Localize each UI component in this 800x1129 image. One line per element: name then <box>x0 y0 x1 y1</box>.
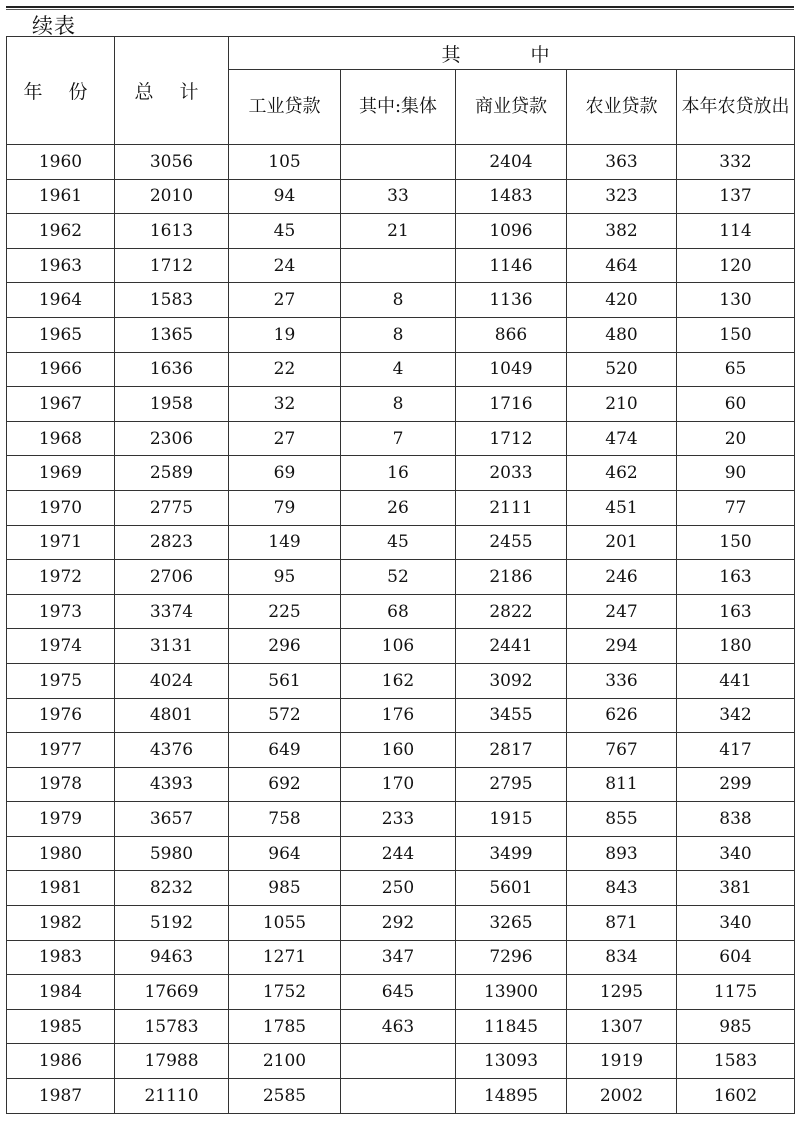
cell-farm-issued: 1583 <box>677 1044 795 1079</box>
header-year: 年 份 <box>7 37 115 145</box>
cell-commercial: 1049 <box>456 352 567 387</box>
cell-commercial: 1483 <box>456 179 567 214</box>
cell-agricultural: 626 <box>567 698 677 733</box>
header-farm-issued: 本年农贷放出 <box>677 70 795 145</box>
table-caption: 续表 <box>32 14 76 38</box>
top-rule <box>6 6 794 10</box>
cell-industrial: 296 <box>229 629 341 664</box>
cell-agricultural: 1307 <box>567 1009 677 1044</box>
cell-farm-issued: 180 <box>677 629 795 664</box>
table-row <box>7 594 795 629</box>
cell-total: 1613 <box>115 214 229 249</box>
cell-commercial: 2404 <box>456 145 567 180</box>
cell-year: 1960 <box>7 145 115 180</box>
cell-year: 1980 <box>7 836 115 871</box>
cell-industrial: 94 <box>229 179 341 214</box>
cell-total: 3056 <box>115 145 229 180</box>
cell-industrial: 24 <box>229 248 341 283</box>
cell-farm-issued: 77 <box>677 490 795 525</box>
cell-commercial: 1712 <box>456 421 567 456</box>
table-row <box>7 456 795 491</box>
cell-farm-issued: 114 <box>677 214 795 249</box>
cell-farm-issued: 332 <box>677 145 795 180</box>
cell-total: 2706 <box>115 560 229 595</box>
cell-year: 1985 <box>7 1009 115 1044</box>
cell-collective: 170 <box>341 767 456 802</box>
table-row <box>7 940 795 975</box>
cell-total: 1636 <box>115 352 229 387</box>
cell-agricultural: 462 <box>567 456 677 491</box>
cell-agricultural: 382 <box>567 214 677 249</box>
table-row <box>7 317 795 352</box>
cell-year: 1963 <box>7 248 115 283</box>
cell-agricultural: 210 <box>567 387 677 422</box>
cell-agricultural: 855 <box>567 802 677 837</box>
cell-commercial: 2455 <box>456 525 567 560</box>
cell-farm-issued: 20 <box>677 421 795 456</box>
table-row <box>7 352 795 387</box>
loan-table <box>6 36 795 1114</box>
cell-farm-issued: 163 <box>677 594 795 629</box>
table-row <box>7 698 795 733</box>
cell-year: 1978 <box>7 767 115 802</box>
table-row <box>7 490 795 525</box>
cell-year: 1975 <box>7 663 115 698</box>
cell-commercial: 1915 <box>456 802 567 837</box>
cell-collective: 52 <box>341 560 456 595</box>
cell-collective: 4 <box>341 352 456 387</box>
cell-total: 4376 <box>115 733 229 768</box>
cell-total: 5192 <box>115 906 229 941</box>
cell-commercial: 13900 <box>456 975 567 1010</box>
cell-agricultural: 1919 <box>567 1044 677 1079</box>
table-body <box>7 145 795 1114</box>
cell-collective: 176 <box>341 698 456 733</box>
cell-collective: 250 <box>341 871 456 906</box>
cell-industrial: 1055 <box>229 906 341 941</box>
cell-industrial: 95 <box>229 560 341 595</box>
cell-commercial: 3092 <box>456 663 567 698</box>
cell-agricultural: 871 <box>567 906 677 941</box>
cell-collective: 7 <box>341 421 456 456</box>
cell-year: 1968 <box>7 421 115 456</box>
cell-commercial: 866 <box>456 317 567 352</box>
cell-agricultural: 843 <box>567 871 677 906</box>
cell-year: 1981 <box>7 871 115 906</box>
table-row <box>7 767 795 802</box>
cell-year: 1962 <box>7 214 115 249</box>
cell-collective: 68 <box>341 594 456 629</box>
cell-farm-issued: 150 <box>677 317 795 352</box>
cell-agricultural: 1295 <box>567 975 677 1010</box>
cell-total: 3657 <box>115 802 229 837</box>
cell-collective: 45 <box>341 525 456 560</box>
cell-agricultural: 247 <box>567 594 677 629</box>
cell-farm-issued: 417 <box>677 733 795 768</box>
cell-commercial: 3499 <box>456 836 567 871</box>
table-row <box>7 906 795 941</box>
cell-total: 3131 <box>115 629 229 664</box>
table-row <box>7 525 795 560</box>
table-row <box>7 663 795 698</box>
cell-commercial: 5601 <box>456 871 567 906</box>
cell-year: 1967 <box>7 387 115 422</box>
cell-agricultural: 464 <box>567 248 677 283</box>
cell-agricultural: 480 <box>567 317 677 352</box>
cell-year: 1983 <box>7 940 115 975</box>
cell-commercial: 1136 <box>456 283 567 318</box>
cell-commercial: 2822 <box>456 594 567 629</box>
cell-collective: 8 <box>341 387 456 422</box>
cell-industrial: 27 <box>229 283 341 318</box>
cell-agricultural: 323 <box>567 179 677 214</box>
cell-collective: 233 <box>341 802 456 837</box>
cell-collective <box>341 248 456 283</box>
cell-commercial: 3455 <box>456 698 567 733</box>
cell-total: 8232 <box>115 871 229 906</box>
table-row <box>7 145 795 180</box>
cell-industrial: 45 <box>229 214 341 249</box>
header-collective: 其中:集体 <box>341 70 456 145</box>
cell-collective: 347 <box>341 940 456 975</box>
cell-industrial: 1785 <box>229 1009 341 1044</box>
cell-year: 1965 <box>7 317 115 352</box>
cell-collective: 26 <box>341 490 456 525</box>
table-row <box>7 802 795 837</box>
cell-total: 15783 <box>115 1009 229 1044</box>
cell-total: 17988 <box>115 1044 229 1079</box>
table-row <box>7 283 795 318</box>
table-row <box>7 1044 795 1079</box>
cell-collective: 292 <box>341 906 456 941</box>
cell-agricultural: 246 <box>567 560 677 595</box>
cell-agricultural: 520 <box>567 352 677 387</box>
cell-commercial: 2033 <box>456 456 567 491</box>
cell-industrial: 27 <box>229 421 341 456</box>
cell-farm-issued: 340 <box>677 836 795 871</box>
cell-total: 1583 <box>115 283 229 318</box>
cell-commercial: 3265 <box>456 906 567 941</box>
cell-industrial: 32 <box>229 387 341 422</box>
cell-farm-issued: 441 <box>677 663 795 698</box>
cell-year: 1964 <box>7 283 115 318</box>
cell-total: 2775 <box>115 490 229 525</box>
cell-industrial: 105 <box>229 145 341 180</box>
cell-farm-issued: 60 <box>677 387 795 422</box>
cell-total: 21110 <box>115 1079 229 1114</box>
cell-total: 2589 <box>115 456 229 491</box>
cell-commercial: 2817 <box>456 733 567 768</box>
cell-industrial: 561 <box>229 663 341 698</box>
cell-total: 1365 <box>115 317 229 352</box>
cell-year: 1987 <box>7 1079 115 1114</box>
cell-industrial: 572 <box>229 698 341 733</box>
cell-farm-issued: 1602 <box>677 1079 795 1114</box>
cell-commercial: 2111 <box>456 490 567 525</box>
cell-collective: 244 <box>341 836 456 871</box>
cell-total: 2306 <box>115 421 229 456</box>
cell-farm-issued: 65 <box>677 352 795 387</box>
cell-farm-issued: 137 <box>677 179 795 214</box>
cell-agricultural: 336 <box>567 663 677 698</box>
header-total: 总 计 <box>115 37 229 145</box>
cell-agricultural: 767 <box>567 733 677 768</box>
cell-industrial: 79 <box>229 490 341 525</box>
cell-agricultural: 294 <box>567 629 677 664</box>
cell-farm-issued: 1175 <box>677 975 795 1010</box>
cell-year: 1976 <box>7 698 115 733</box>
header-agricultural: 农业贷款 <box>567 70 677 145</box>
cell-collective: 160 <box>341 733 456 768</box>
cell-farm-issued: 150 <box>677 525 795 560</box>
cell-year: 1969 <box>7 456 115 491</box>
table-row <box>7 214 795 249</box>
table-row <box>7 179 795 214</box>
cell-industrial: 69 <box>229 456 341 491</box>
cell-collective: 16 <box>341 456 456 491</box>
table-row <box>7 836 795 871</box>
cell-industrial: 1752 <box>229 975 341 1010</box>
table-row <box>7 871 795 906</box>
cell-farm-issued: 90 <box>677 456 795 491</box>
cell-total: 1958 <box>115 387 229 422</box>
cell-collective: 33 <box>341 179 456 214</box>
table-row <box>7 629 795 664</box>
cell-commercial: 1096 <box>456 214 567 249</box>
cell-commercial: 2186 <box>456 560 567 595</box>
cell-year: 1982 <box>7 906 115 941</box>
cell-total: 4801 <box>115 698 229 733</box>
cell-total: 2010 <box>115 179 229 214</box>
table-row <box>7 248 795 283</box>
cell-agricultural: 420 <box>567 283 677 318</box>
cell-collective: 463 <box>341 1009 456 1044</box>
cell-year: 1979 <box>7 802 115 837</box>
table-row <box>7 560 795 595</box>
table-row <box>7 975 795 1010</box>
table-header <box>7 37 795 145</box>
cell-farm-issued: 838 <box>677 802 795 837</box>
cell-agricultural: 363 <box>567 145 677 180</box>
cell-year: 1971 <box>7 525 115 560</box>
cell-industrial: 22 <box>229 352 341 387</box>
cell-commercial: 13093 <box>456 1044 567 1079</box>
cell-total: 4024 <box>115 663 229 698</box>
cell-collective: 106 <box>341 629 456 664</box>
cell-industrial: 964 <box>229 836 341 871</box>
cell-total: 4393 <box>115 767 229 802</box>
cell-farm-issued: 163 <box>677 560 795 595</box>
cell-year: 1961 <box>7 179 115 214</box>
cell-agricultural: 893 <box>567 836 677 871</box>
cell-year: 1984 <box>7 975 115 1010</box>
cell-industrial: 1271 <box>229 940 341 975</box>
table-row <box>7 387 795 422</box>
cell-year: 1974 <box>7 629 115 664</box>
cell-total: 9463 <box>115 940 229 975</box>
cell-collective <box>341 1079 456 1114</box>
cell-agricultural: 834 <box>567 940 677 975</box>
cell-farm-issued: 120 <box>677 248 795 283</box>
cell-commercial: 1146 <box>456 248 567 283</box>
cell-collective: 8 <box>341 283 456 318</box>
table-row <box>7 421 795 456</box>
cell-agricultural: 201 <box>567 525 677 560</box>
cell-collective: 8 <box>341 317 456 352</box>
header-industrial: 工业贷款 <box>229 70 341 145</box>
table-row <box>7 733 795 768</box>
cell-commercial: 1716 <box>456 387 567 422</box>
cell-industrial: 692 <box>229 767 341 802</box>
cell-commercial: 2795 <box>456 767 567 802</box>
table-row <box>7 1079 795 1114</box>
cell-commercial: 2441 <box>456 629 567 664</box>
cell-farm-issued: 299 <box>677 767 795 802</box>
cell-collective: 162 <box>341 663 456 698</box>
cell-total: 2823 <box>115 525 229 560</box>
cell-industrial: 985 <box>229 871 341 906</box>
cell-year: 1966 <box>7 352 115 387</box>
cell-farm-issued: 381 <box>677 871 795 906</box>
cell-agricultural: 451 <box>567 490 677 525</box>
cell-year: 1986 <box>7 1044 115 1079</box>
cell-agricultural: 474 <box>567 421 677 456</box>
cell-collective: 645 <box>341 975 456 1010</box>
cell-year: 1973 <box>7 594 115 629</box>
cell-agricultural: 811 <box>567 767 677 802</box>
cell-year: 1970 <box>7 490 115 525</box>
cell-industrial: 19 <box>229 317 341 352</box>
cell-collective: 21 <box>341 214 456 249</box>
cell-farm-issued: 985 <box>677 1009 795 1044</box>
cell-collective <box>341 145 456 180</box>
cell-farm-issued: 604 <box>677 940 795 975</box>
cell-total: 3374 <box>115 594 229 629</box>
cell-commercial: 7296 <box>456 940 567 975</box>
cell-commercial: 11845 <box>456 1009 567 1044</box>
table-row <box>7 1009 795 1044</box>
cell-industrial: 758 <box>229 802 341 837</box>
cell-commercial: 14895 <box>456 1079 567 1114</box>
cell-industrial: 649 <box>229 733 341 768</box>
cell-collective <box>341 1044 456 1079</box>
cell-total: 5980 <box>115 836 229 871</box>
cell-industrial: 225 <box>229 594 341 629</box>
cell-total: 1712 <box>115 248 229 283</box>
cell-farm-issued: 340 <box>677 906 795 941</box>
cell-year: 1972 <box>7 560 115 595</box>
cell-industrial: 149 <box>229 525 341 560</box>
cell-industrial: 2100 <box>229 1044 341 1079</box>
cell-total: 17669 <box>115 975 229 1010</box>
cell-farm-issued: 342 <box>677 698 795 733</box>
header-commercial: 商业贷款 <box>456 70 567 145</box>
cell-agricultural: 2002 <box>567 1079 677 1114</box>
cell-farm-issued: 130 <box>677 283 795 318</box>
header-group: 其 中 <box>229 37 795 70</box>
cell-industrial: 2585 <box>229 1079 341 1114</box>
cell-year: 1977 <box>7 733 115 768</box>
